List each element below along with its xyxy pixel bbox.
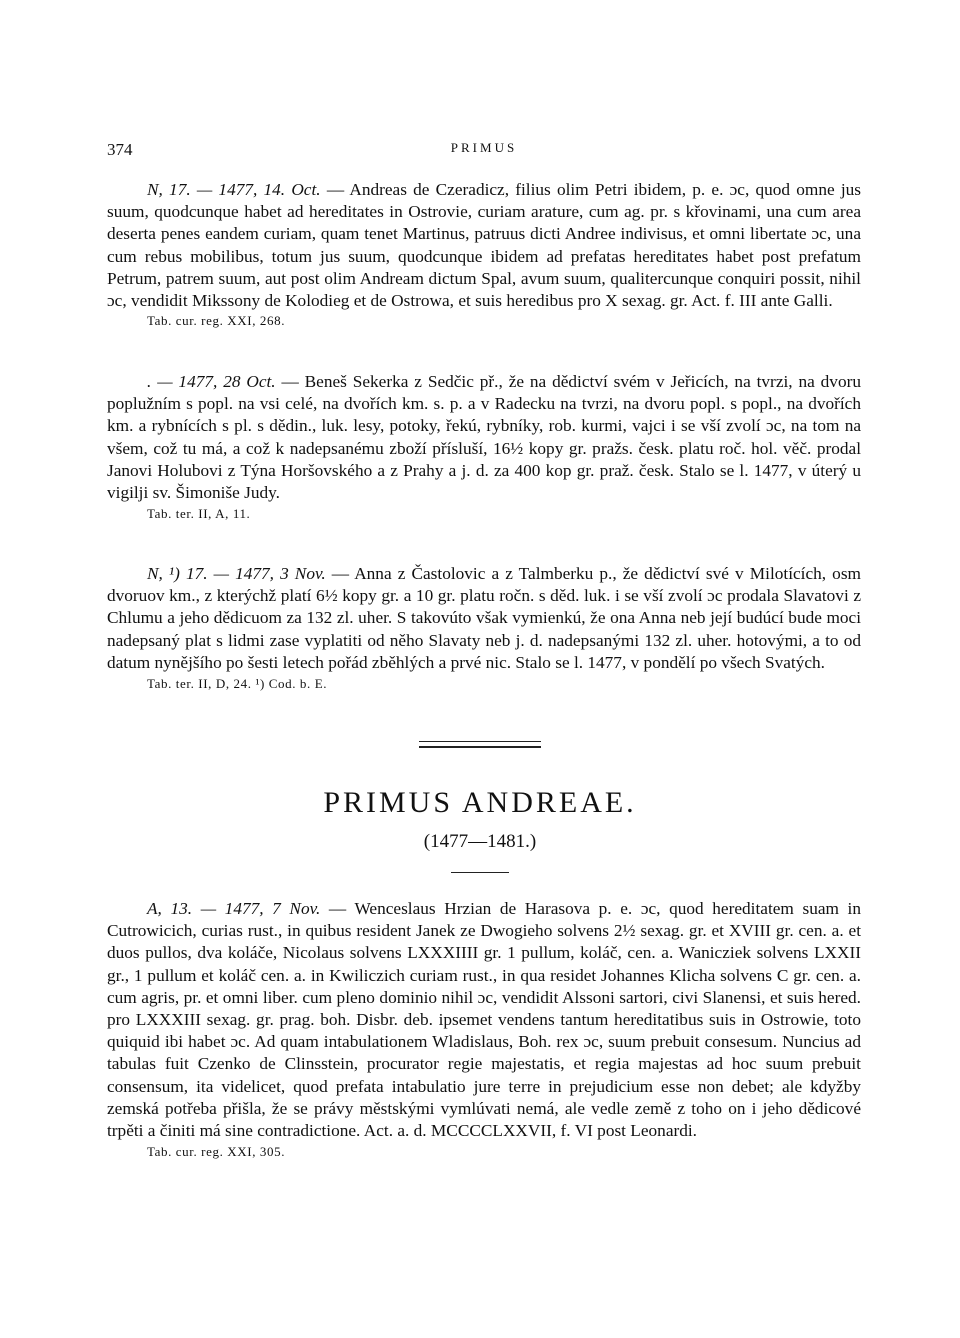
section-dates: (1477—1481.) <box>423 831 537 852</box>
entry-paragraph <box>107 898 861 1142</box>
entry <box>107 563 861 693</box>
entry-text: — Andreas de Czeradicz, filius olim Petri ibidem, p. e. ɔc, quod omne jus suum, quodcunque habet ad hereditates in Ostrovie, curiam arature, cum ag. pr. s křovinami, una cum area deserta penes eandem curiam, quam tenet Martinus, patruus dicti Andree indivisus, et omni libertate ɔc, una cum rebus mobilibus, totum jus suum, quodcunque ibidem ad prefatas hereditates habet post prefatum Petrum, patrem suum, aut post olim Andream dictum Spal, avum suum, qualitercunque conquiri possit, nihil ɔc, vendidit Mikssony de Kolodieg et de Ostrowa, et suis heredibus pro X sexag. gr. Act. f. III ante Galli. <box>107 180 862 311</box>
source-citation: Tab. ter. II, A, 11. <box>147 506 251 522</box>
section-divider <box>419 741 541 742</box>
entry-paragraph <box>107 179 861 312</box>
section-divider <box>419 746 541 748</box>
entry-text: — Anna z Častolovic a z Talmberku p., že dědictví své v Milotících, osm dvoruov km., z kterýchž platí 6½ kopy gr. a 10 gr. platu ročn. s děd. luk. i se vší zvolí ɔc prodala Slavatovi z Chlumu a jeho dědicuom za 132 zl. uher. S takovúto však vymienkú, že ona Anna neb její budúcí bude moci nadepsaný plat s lidmi zase vyplatiti od něho Slavaty neb j. d. nadepsanými 132 zl. uher. hotovými, a to od datum nynějšího po šesti letech pořád zběhlých a prvé nic. Stalo se l. 1477, v pondělí po všech Svatých. <box>107 564 861 672</box>
entry <box>107 898 861 1161</box>
running-head <box>107 136 861 164</box>
section-title: PRIMUS ANDREAE. <box>323 786 637 819</box>
entry-text: — Wenceslaus Hrzian de Harasova p. e. ɔc, quod hereditatem suam in Cutrowicich, curias rust., in quibus resident Janek ze Dwogieho solvens 2½ sexag. gr. et XVIII gr. cen. a. et duos pullos, dva koláče, Nicolaus solvens LXXXIIII gr. 1 pullum, koláč, cen. a. Wanicziek solvens LXXII gr., 1 pullum et koláč cen. a. in Kwiliczich curiam rust., in qua residet Johannes Klicha solvens C gr. cen. a. cum agris, pr. et omni liber. cum pleno dominio nihil ɔc, vendidit Alssoni sartori, civi Slanensi, et suis hered. pro LXXXIII sexag. gr. prag. boh. Disbr. deb. ipsemet vendens tantum hereditatibus suis in Ostrowie, toto quiquid ibi habet ɔc. Ad quam intabulationem Wladislaus, Boh. rex ɔc, suum prebuit consesum. Nuncius ad tabulas fuit Czenko de Clinsstein, procurator regie majestatis, et regia majestas ad hoc suum prebuit consensum, ita videlicet, quod prefata intabulatio jure terre in prejudicium esse non debet; ale kdyžby zemská potřeba přišla, že se právy městskými vymlúvati nemá, ale vedle země z toho on i jeho dědicové trpěti a činiti má sine contradictione. Act. a. d. MCCCCLXXVII, f. VI post Leonardi. <box>107 899 861 1141</box>
running-title: PRIMUS <box>450 140 518 155</box>
page-number: 374 <box>107 140 133 159</box>
entry-reference: N, ¹) 17. — 1477, 3 Nov. <box>147 564 326 583</box>
entry <box>107 371 861 523</box>
entry <box>107 179 861 330</box>
source-citation: Tab. ter. II, D, 24. ¹) Cod. b. E. <box>147 676 328 692</box>
entry-reference: A, 13. — 1477, 7 Nov. <box>147 899 321 918</box>
section-divider <box>451 872 509 873</box>
source-citation: Tab. cur. reg. XXI, 305. <box>147 1144 286 1160</box>
entry-reference: . — 1477, 28 Oct. <box>147 372 276 391</box>
entry-paragraph <box>107 563 861 674</box>
entry-text: — Beneš Sekerka z Sedčic př., že na dědictví svém v Jeřicích, na tvrzi, na dvoru poplužním s popl. na vsi celé, na dvořích km. s. p. a v Radecku na tvrzi, na dvoru popl. s popl., na dvořích km. a rybnících s pl. s dědin., luk. lesy, potoky, řekú, rybníky, rob. kurmi, vajci i se vší zvolí ɔc, na tom na všem, což tu má, a což k nadepsanému zboží přísluší, 16½ kopy gr. pražs. česk. platu roč. hol. věč. prodal Janovi Holubovi z Týna Horšovského a z Prahy a j. d. za 400 kop gr. praž. česk. Stalo se l. 1477, v úterý u vigilji sv. Šimoniše Judy. <box>107 372 861 503</box>
entry-paragraph <box>107 371 861 504</box>
entry-reference: N, 17. — 1477, 14. Oct. <box>147 180 321 199</box>
source-citation: Tab. cur. reg. XXI, 268. <box>147 313 286 329</box>
